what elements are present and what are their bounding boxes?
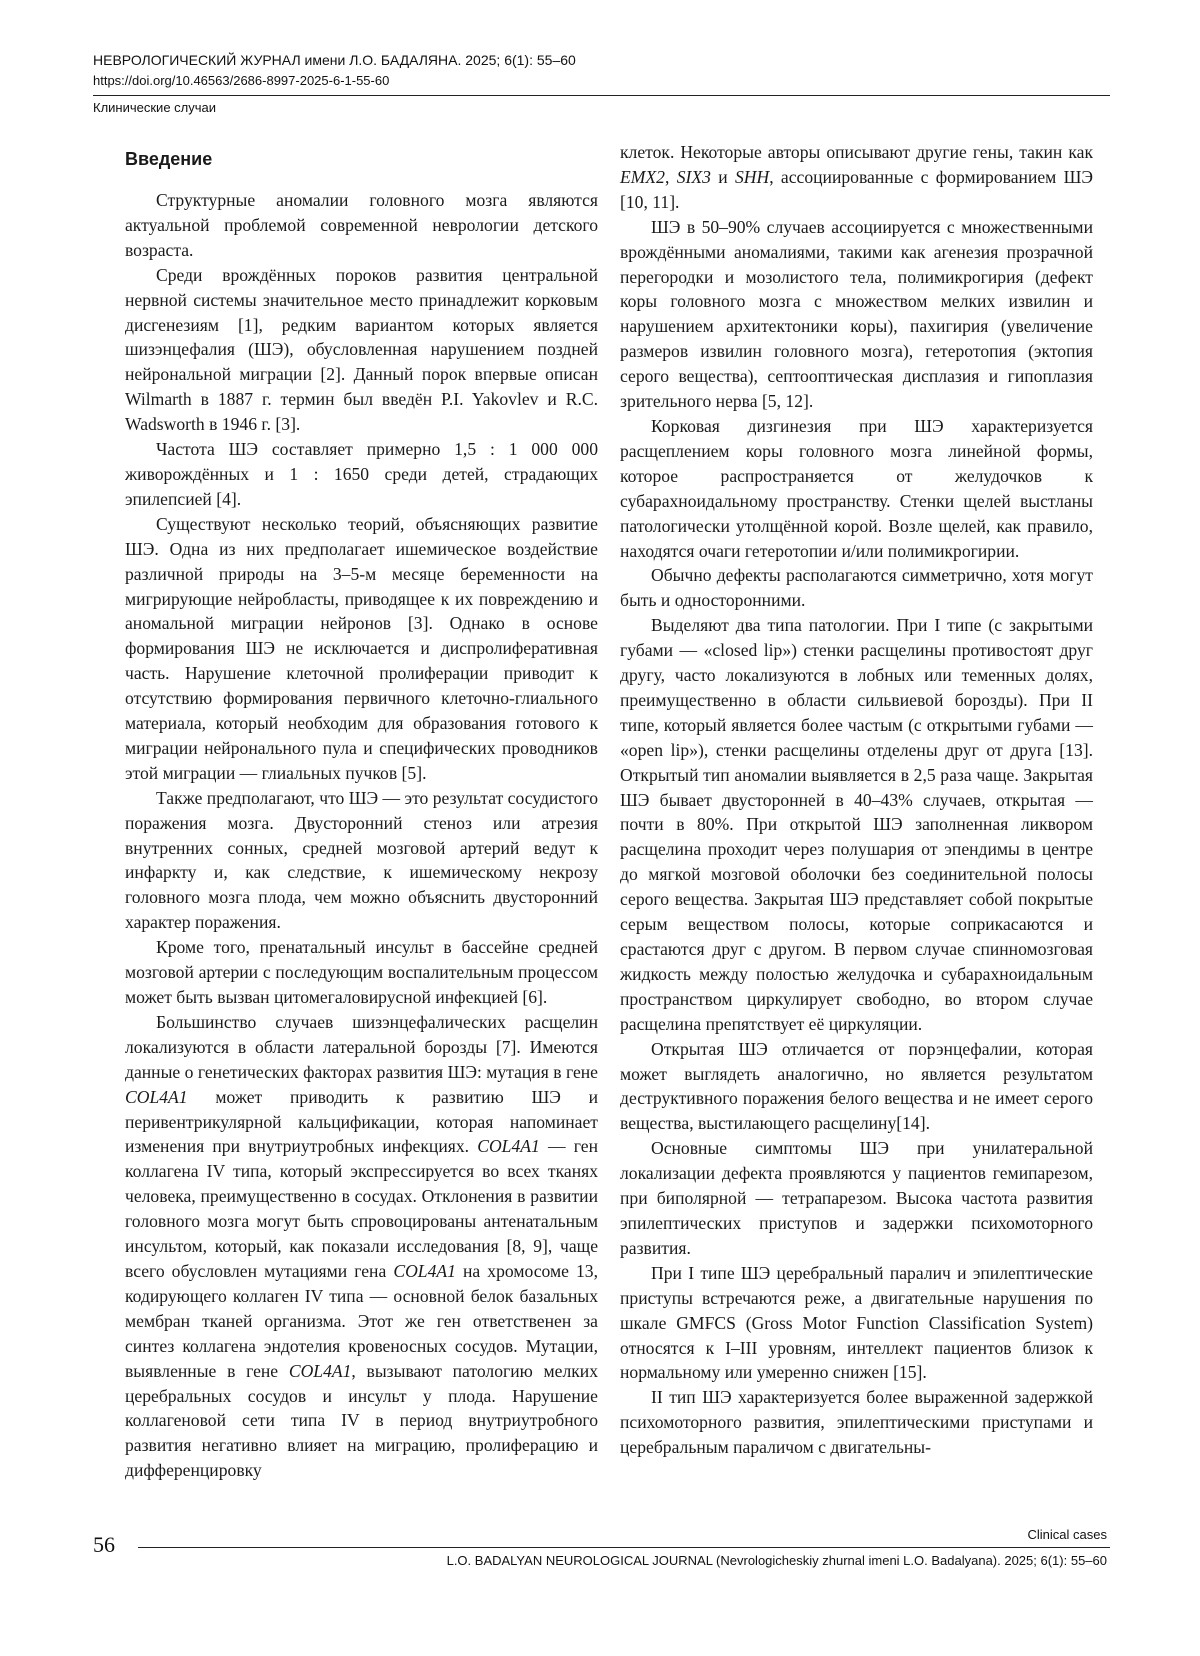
paragraph: Корковая дизгинезия при ШЭ характеризуется расщеплением коры головного мозга линейной формы, которое распространяется от желудочков к субарахноидальному пространству. Стенки щелей выстланы патологически утолщённой корой. Возле щелей, как правило, находятся очаги гетеротопии и/или полимикрогирии. (620, 415, 1093, 561)
paragraph: ШЭ в 50–90% случаев ассоциируется с множественными врождёнными аномалиями, такими как агенезия прозрачной перегородки и мозолистого тела, полимикрогирия (дефект коры головного мозга с множеством мелких извилин и нарушением архитектоники коры), пахигирия (увеличение размеров извилин головного мозга), гетеротопия (эктопия серого вещества), септооптическая дисплазия и гипоплазия зрительного нерва [5, 12]. (620, 216, 1093, 412)
paragraph: Среди врождённых пороков развития центральной нервной системы значительное место принадлежит корковым дисгенезиям [1], редким вариантом которых является шизэнцефалия (ШЭ), обусловленная нарушением поздней нейрональной миграции [2]. Данный порок впервые описан Wilmarth в 1887 г. термин был введён P.I. Yakovlev и R.C. Wadsworth в 1946 г. [3]. (125, 264, 598, 435)
paragraph: Кроме того, пренатальный инсульт в бассейне средней мозговой артерии с последующим воспалительным процессом может быть вызван цитомегаловирусной инфекцией [6]. (125, 937, 598, 1007)
text-run: и (710, 166, 735, 187)
gene-name: SIX3 (676, 166, 711, 187)
section-heading: Введение (125, 149, 213, 169)
gene-name: EMX2 (620, 166, 665, 187)
text-run: на хромосоме 13, кодирующего коллаген IV типа — основной белок базальных мембран тканей организма. Этот же ген ответственен за синтез коллагена эндотелия кровеносных сосудов. Мутации, выявленные в гене (125, 1260, 598, 1381)
paragraph: Также предполагают, что ШЭ — это результат сосудистого поражения мозга. Двусторонний стеноз или атрезия внутренних сонных, средней мозговой артерий ведут к инфаркту и, как следствие, к ишемическому некрозу головного мозга плода, чем можно объяснить двусторонний характер поражения. (125, 787, 598, 933)
text-run: клеток. Некоторые авторы описывают другие гены, такин как (620, 142, 1093, 162)
text-run: , ассоциированные с формированием ШЭ [10, 11]. (620, 166, 1094, 212)
paragraph: Частота ШЭ составляет примерно 1,5 : 1 000 000 живорождённых и 1 : 1650 среди детей, страдающих эпилепсией [4]. (125, 439, 598, 509)
header-divider (93, 95, 1110, 96)
paragraph: Выделяют два типа патологии. При I типе (с закрытыми губами — «closed lip») стенки расщелины противостоят друг другу, часто локализуются в лобных или теменных долях, преимущественно в области сильвиевой борозды). При II типе, который является более частым (с открытыми губами — «open lip»), стенки расщелины отделены друг от друга [13]. Открытый тип аномалии выявляется в 2,5 раза чаще. Закрытая ШЭ бывает двусторонней в 40–43% случаев, открытая — почти в 80%. При открытой ШЭ заполненная ликвором расщелина проходит через полушария от эпендимы в центре до мягкой мозговой оболочки без соединительной полосы серого вещества. Закрытая ШЭ представляет собой покрытые серым веществом полосы, которые соприкасаются и срастаются друг с другом. В первом случае спинномозговая жидкость между полостью желудочка и субарахноидальным пространством циркулирует свободно, во втором случае расщелина препятствует её циркуляции. (620, 615, 1093, 1034)
gene-name: COL4A1 (477, 1136, 540, 1157)
journal-title: НЕВРОЛОГИЧЕСКИЙ ЖУРНАЛ имени Л.О. БАДАЛЯНА. 2025; 6(1): 55–60 (93, 52, 576, 68)
gene-name: COL4A1 (125, 1086, 188, 1107)
text-run: , вызывают патологию мелких церебральных сосудов и инсульт у плода. Нарушение коллагеновой сети типа IV в период внутриутробного развития негативно влияет на миграцию, пролиферацию и дифференцировку (125, 1360, 598, 1481)
footer-divider (138, 1547, 1110, 1548)
paragraph: Основные симптомы ШЭ при унилатеральной локализации дефекта проявляются у пациентов гемипарезом, при биполярной — тетрапарезом. Высока частота развития эпилептических приступов и задержки психомоторного развития. (620, 1138, 1093, 1258)
paragraph-continued (620, 140, 1093, 215)
footer-journal-title: L.O. BADALYAN NEUROLOGICAL JOURNAL (Nevrologicheskiy zhurnal imeni L.O. Badalyana). 2025; 6(1): 55–60 (446, 1553, 1107, 1568)
right-column (620, 140, 1093, 1460)
paragraph: Обычно дефекты располагаются симметрично, хотя могут быть и односторонними. (620, 565, 1093, 611)
paragraph: Существуют несколько теорий, объясняющих развитие ШЭ. Одна из них предполагает ишемическое воздействие различной природы на 3–5-м месяце беременности на мигрирующие нейробласты, приводящее к их повреждению и аномальной миграции нейронов [3]. Однако в основе формирования ШЭ не исключается и диспролиферативная часть. Нарушение клеточной пролиферации приводит к отсутствию формирования первичного клеточно-глиального материала, который необходим для образования готового к миграции нейронального пула и специфических проводников этой миграции — глиальных пучков [5]. (125, 513, 598, 783)
footer-section-label: Clinical cases (1027, 1527, 1107, 1542)
gene-name: COL4A1 (393, 1260, 456, 1281)
text-run: Большинство случаев шизэнцефалических расщелин локализуются в области латеральной борозды [7]. Имеются данные о генетических факторах развития ШЭ: мутация в гене (125, 1011, 598, 1082)
paragraph: Открытая ШЭ отличается от порэнцефалии, которая может выглядеть аналогично, но является результатом деструктивного поражения белого вещества и не имеет серого вещества, выстилающего расщелину[14]. (620, 1038, 1093, 1134)
text-run: — ген коллагена IV типа, который экспрессируется во всех тканях человека, преимущественно в сосудах. Отклонения в развитии головного мозга могут быть спровоцированы антенатальным инсультом, который, как показали исследования [8, 9], чаще всего обусловлен мутациями гена (125, 1136, 598, 1281)
paragraph: При I типе ШЭ церебральный паралич и эпилептические приступы встречаются реже, а двигательные нарушения по шкале GMFCS (Gross Motor Function Classification System) относятся к I–III уровням, интеллект пациентов близок к нормальному или умеренно снижен [15]. (620, 1262, 1093, 1383)
gene-name: SHH (734, 166, 770, 187)
left-column (125, 147, 598, 1483)
paragraph: II тип ШЭ характеризуется более выраженной задержкой психомоторного развития, эпилептическими приступами и церебральным параличом с двигательны- (620, 1387, 1093, 1458)
text-run: , (664, 166, 677, 187)
doi-link[interactable]: https://doi.org/10.46563/2686-8997-2025-6-1-55-60 (93, 73, 390, 88)
paragraph-genetics (125, 1010, 598, 1483)
paragraph: Структурные аномалии головного мозга являются актуальной проблемой современной неврологии детского возраста. (125, 190, 598, 260)
page-number: 56 (93, 1532, 115, 1557)
gene-name: COL4A1 (288, 1360, 352, 1381)
section-label: Клинические случаи (93, 100, 217, 115)
text-run: может приводить к развитию ШЭ и перивентрикулярной кальцификации, которая напоминает изменения при внутриутробных инфекциях. (125, 1086, 598, 1157)
